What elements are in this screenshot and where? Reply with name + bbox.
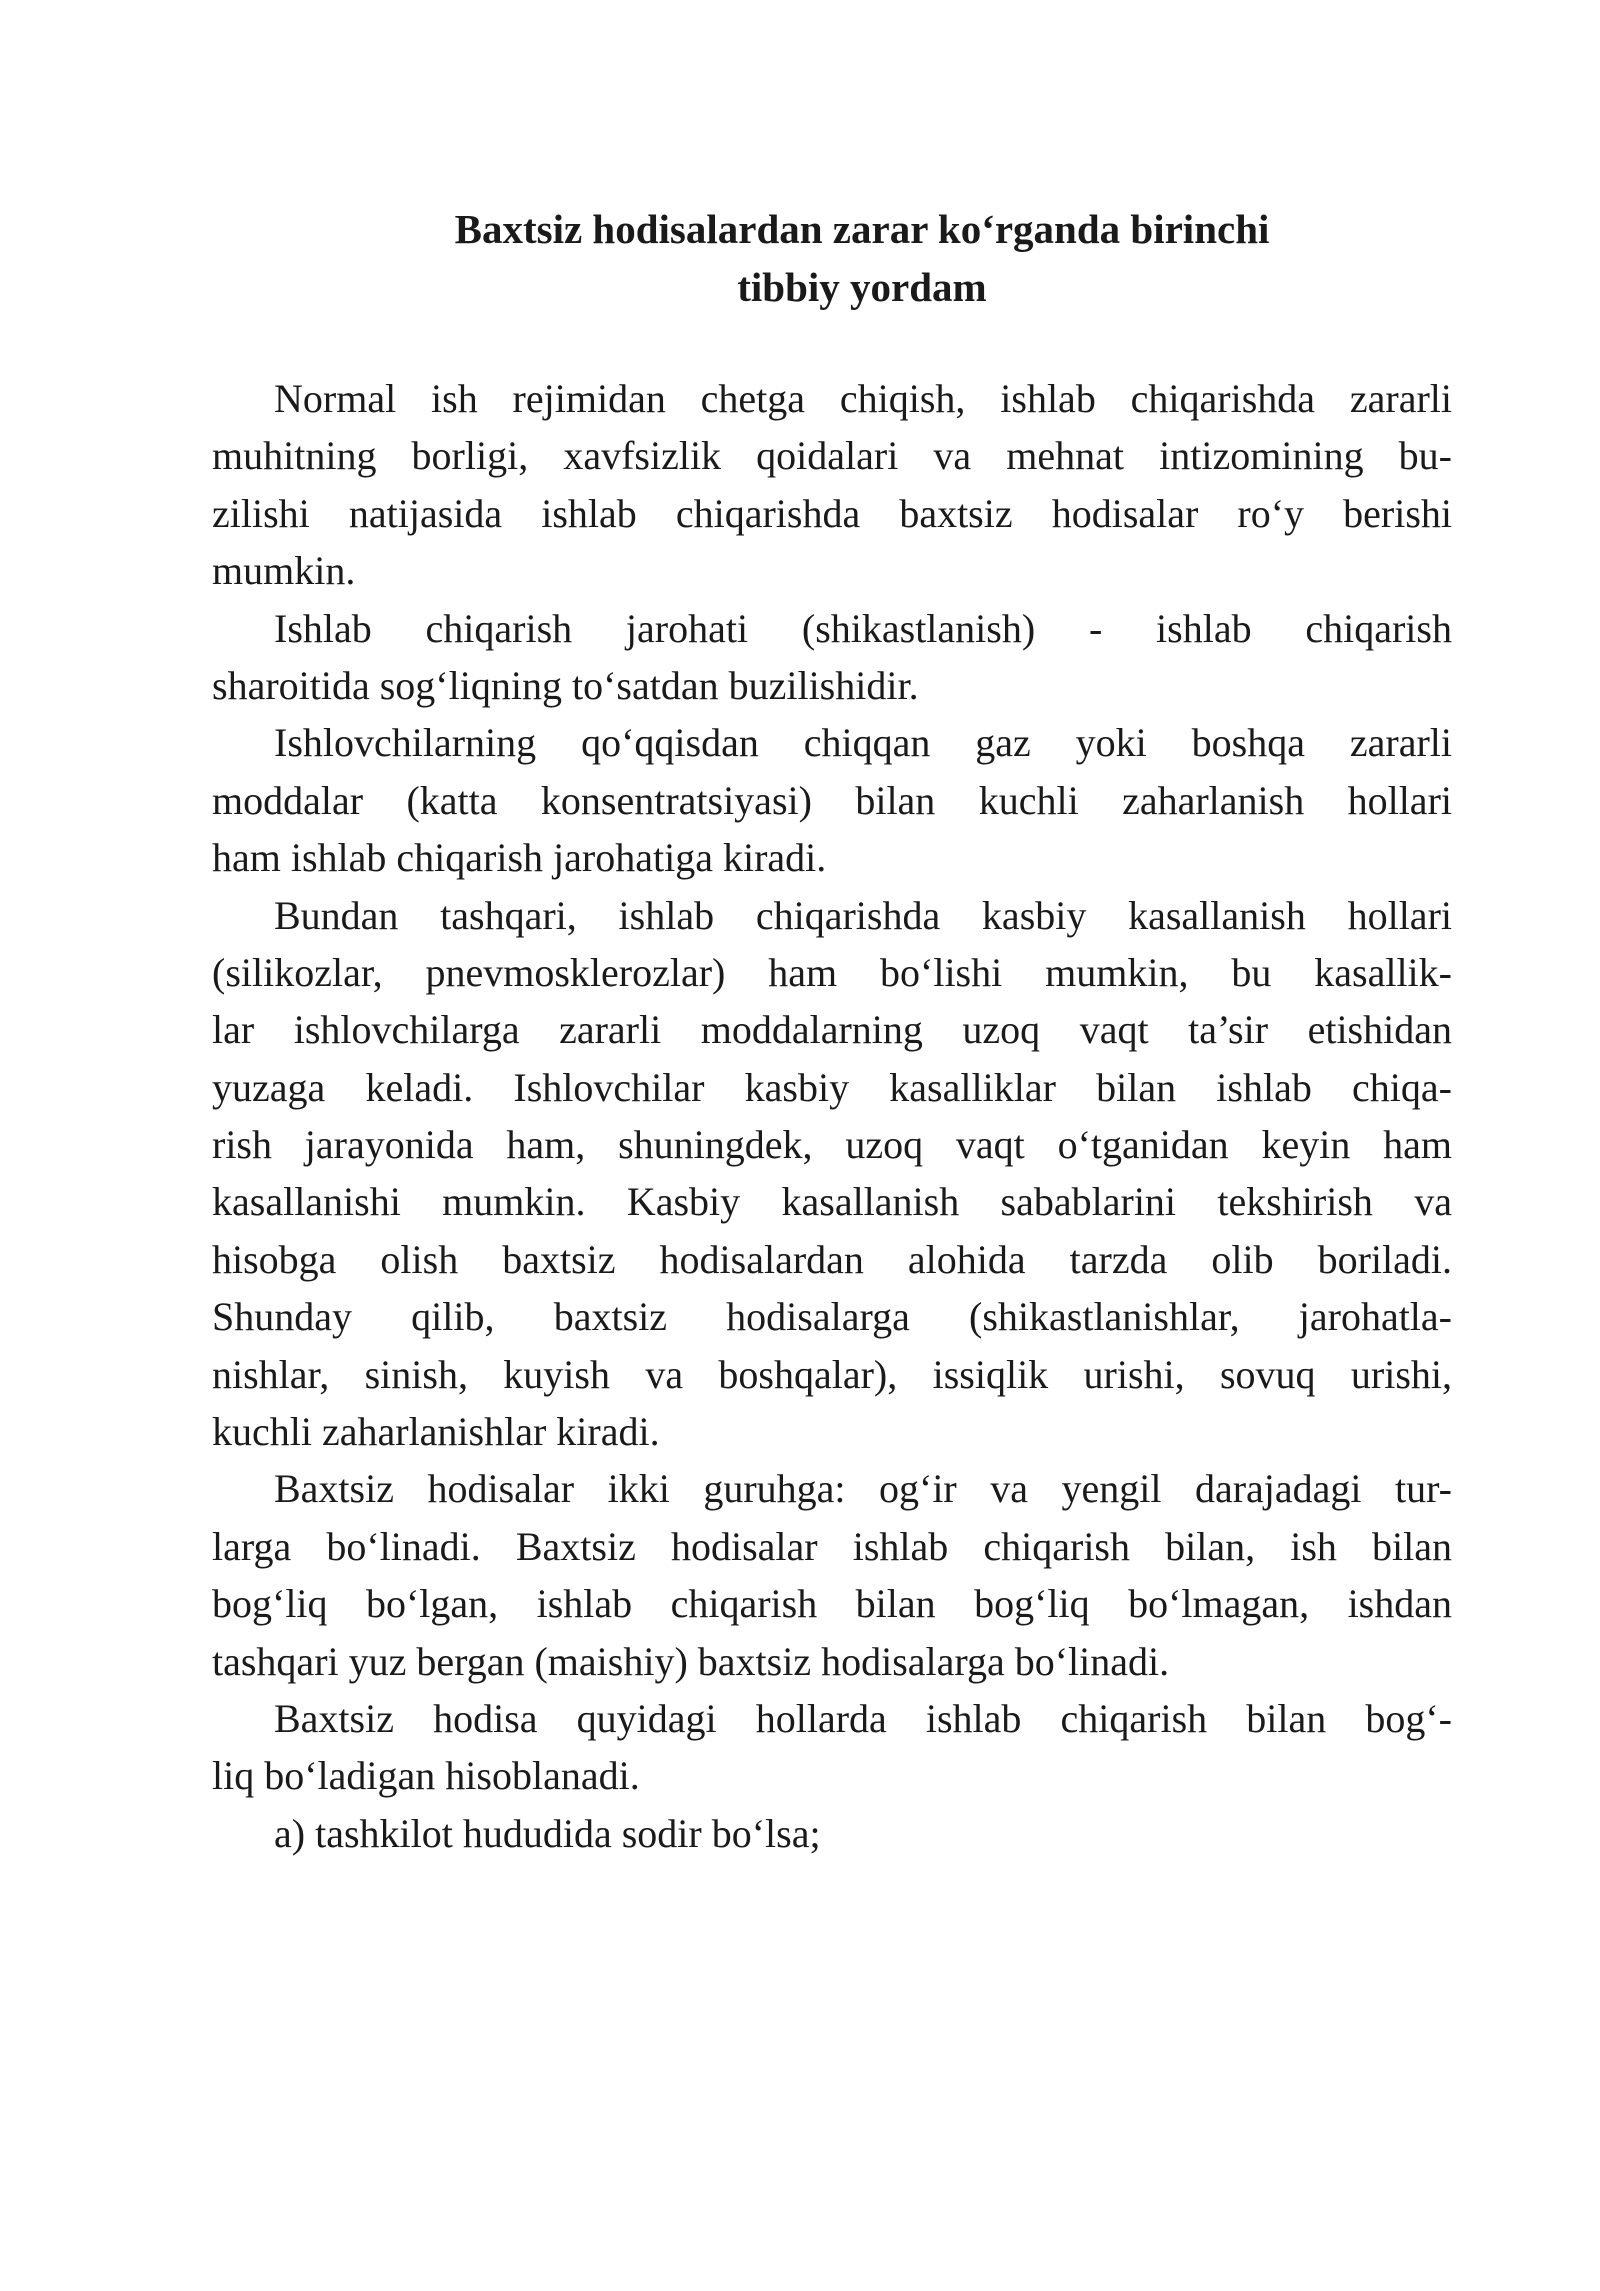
text-line: nishlar, sinish, kuyish va boshqalar), issiqlik urishi, sovuq urishi, bbox=[212, 1351, 1452, 1397]
text-line: sharoitida sog‘liqning to‘satdan buzilishidir. bbox=[212, 662, 919, 708]
text-line: Bundan tashqari, ishlab chiqarishda kasbiy kasallanish hollari bbox=[274, 892, 1452, 938]
title-line-1: Baxtsiz hodisalardan zarar ko‘rganda birinchi bbox=[454, 206, 1270, 252]
text-line: mumkin. bbox=[212, 548, 356, 594]
text-line: Normal ish rejimidan chetga chiqish, ishlab chiqarishda zararli bbox=[274, 376, 1452, 421]
body-text bbox=[212, 370, 1452, 1862]
text-line: Shunday qilib, baxtsiz hodisalarga (shikastlanishlar, jarohatla- bbox=[212, 1294, 1452, 1340]
text-line: Ishlab chiqarish jarohati (shikastlanish) - ishlab chiqarish bbox=[274, 605, 1452, 651]
text-line: yuzaga keladi. Ishlovchilar kasbiy kasalliklar bilan ishlab chiqa- bbox=[212, 1064, 1452, 1110]
text-line: (silikozlar, pnevmosklerozlar) ham bo‘lishi mumkin, bu kasallik- bbox=[212, 949, 1452, 995]
text-line: hisobga olish baxtsiz hodisalardan alohida tarzda olib boriladi. bbox=[212, 1236, 1452, 1282]
title-line-2: tibbiy yordam bbox=[737, 264, 987, 310]
text-line: Baxtsiz hodisalar ikki guruhga: og‘ir va yengil darajadagi tur- bbox=[274, 1466, 1452, 1512]
list-item: a) tashkilot hududida sodir bo‘lsa; bbox=[274, 1810, 821, 1856]
text-line: muhitning borligi, xavfsizlik qoidalari va mehnat intizomining bu- bbox=[212, 433, 1452, 479]
text-line: Ishlovchilarning qo‘qqisdan chiqqan gaz yoki boshqa zararli bbox=[274, 720, 1452, 766]
document-page bbox=[212, 200, 1452, 1862]
text-line: larga bo‘linadi. Baxtsiz hodisalar ishlab chiqarish bilan, ish bilan bbox=[212, 1523, 1452, 1569]
text-line: moddalar (katta konsentratsiyasi) bilan kuchli zaharlanish hollari bbox=[212, 777, 1452, 823]
text-line: zilishi natijasida ishlab chiqarishda baxtsiz hodisalar ro‘y berishi bbox=[212, 490, 1452, 536]
text-line: kuchli zaharlanishlar kiradi. bbox=[212, 1409, 660, 1455]
text-line: lar ishlovchilarga zararli moddalarning uzoq vaqt ta’sir etishidan bbox=[212, 1007, 1452, 1053]
text-line: ham ishlab chiqarish jarohatiga kiradi. bbox=[212, 835, 827, 881]
text-line: bog‘liq bo‘lgan, ishlab chiqarish bilan bog‘liq bo‘lmagan, ishdan bbox=[212, 1581, 1452, 1627]
text-line: kasallanishi mumkin. Kasbiy kasallanish sabablarini tekshirish va bbox=[212, 1179, 1452, 1225]
text-line: liq bo‘ladigan hisoblanadi. bbox=[212, 1753, 640, 1799]
text-line: Baxtsiz hodisa quyidagi hollarda ishlab chiqarish bilan bog‘- bbox=[274, 1695, 1452, 1741]
text-line: rish jarayonida ham, shuningdek, uzoq vaqt o‘tganidan keyin ham bbox=[212, 1122, 1452, 1168]
text-line: tashqari yuz bergan (maishiy) baxtsiz hodisalarga bo‘linadi. bbox=[212, 1638, 1170, 1684]
document-title bbox=[212, 200, 1452, 316]
